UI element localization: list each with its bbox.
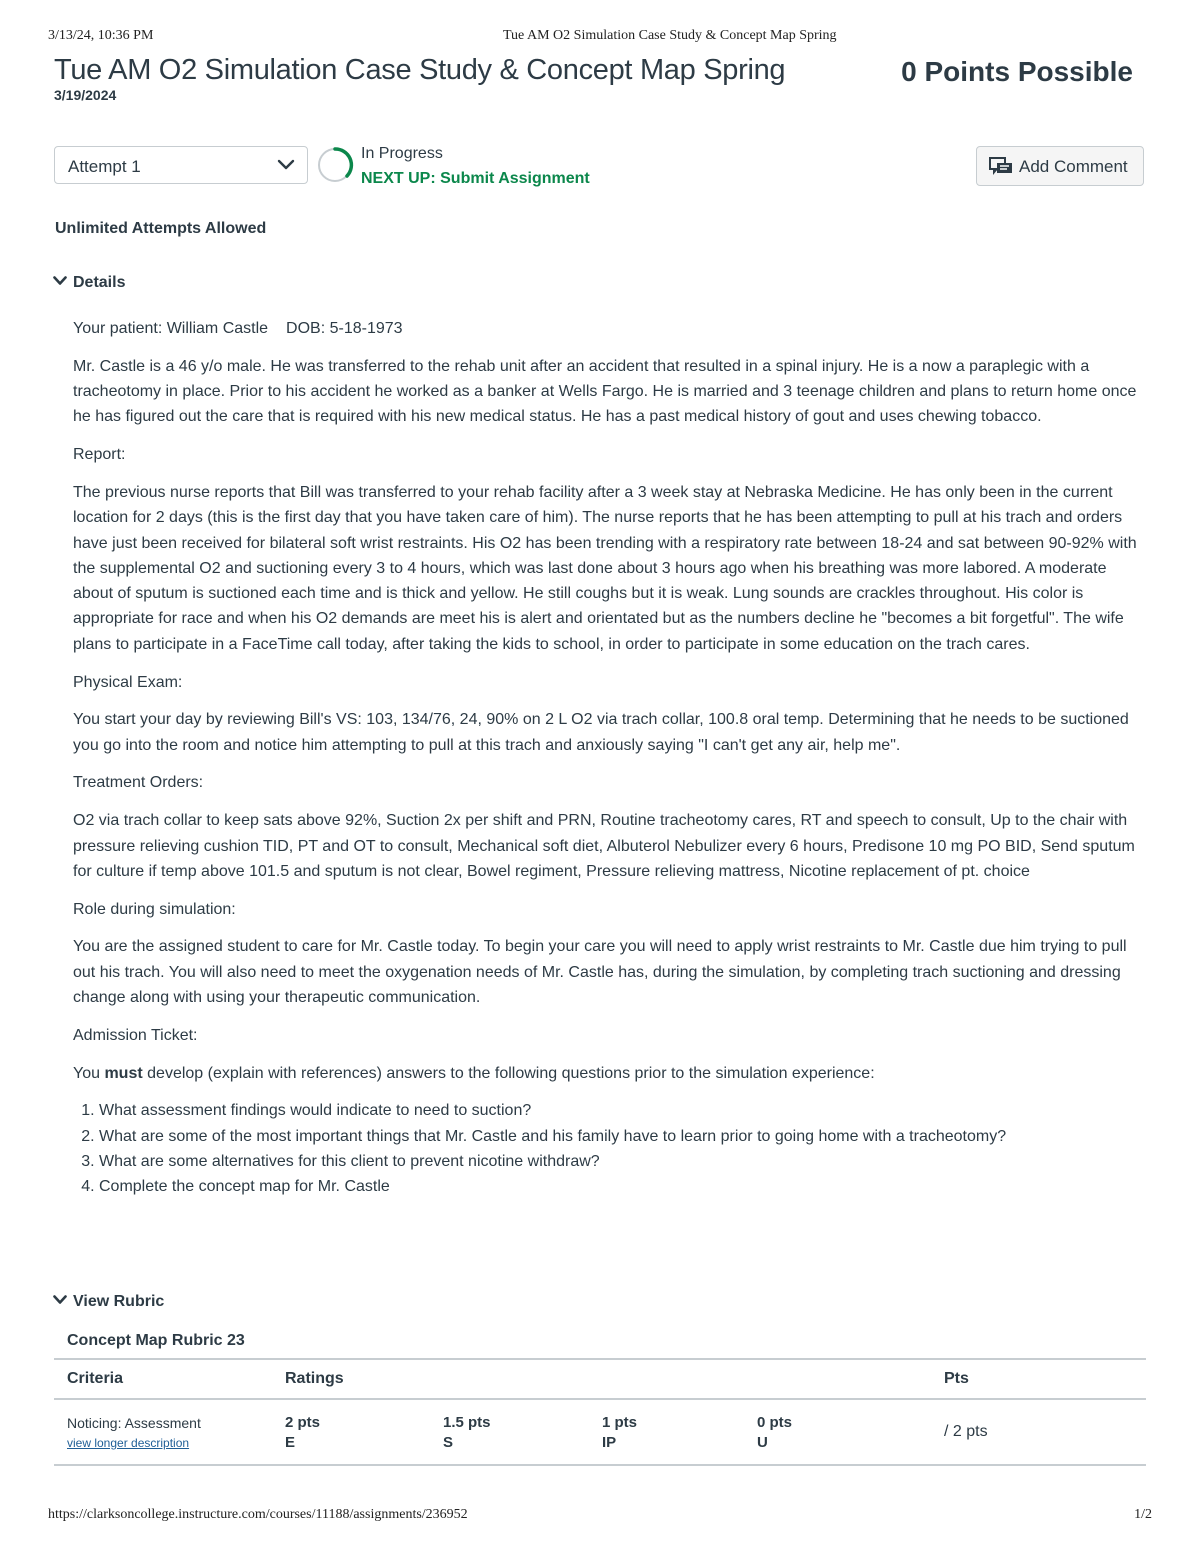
details-toggle-label: Details [73, 274, 126, 291]
patient-line [73, 316, 1147, 341]
pts-header: Pts [943, 1359, 1146, 1399]
print-header [48, 28, 1152, 48]
question-item: 2. What are some of the most important things that Mr. Castle and his family have to learn prior to going home with a tracheotomy? [99, 1124, 1147, 1149]
rating-points: 1.5 pts [443, 1413, 491, 1431]
attempt-select[interactable] [54, 146, 308, 184]
orders-paragraph: O2 via trach collar to keep sats above 92%, Suction 2x per shift and PRN, Routine tracheotomy cares, RT and speech to consult, Up to the chair with pressure relieving cushion TID, PT and OT to consult, Mechanical soft diet, Albuterol Nebulizer every 6 hours, Predisone 10 mg PO BID, Send sputum for culture if temp above 101.5 and sputum is not clear, Bowel regiment, Pressure relieving mattress, Nicotine replacement of pt. choice [73, 812, 1135, 880]
criterion-cell [54, 1399, 285, 1465]
ticket-bold: must [104, 1064, 143, 1082]
print-doc-title: Tue AM O2 Simulation Case Study & Concept Map Spring [503, 28, 837, 43]
view-rubric-label: View Rubric [73, 1293, 165, 1310]
page-title: Tue AM O2 Simulation Case Study & Concept Map Spring [54, 54, 786, 86]
exam-paragraph: You start your day by reviewing Bill's VS: 103, 134/76, 24, 90% on 2 L O2 via trach collar, 100.8 oral temp. Determining that he needs to be suctioned you go into the room and notice him attempting to pull at this trach and anxiously saying "I can't get any air, help me". [73, 711, 1129, 754]
question-item: 1. What assessment findings would indicate to need to suction? [99, 1098, 1147, 1123]
patient-name: Your patient: William Castle [73, 320, 269, 337]
print-url: https://clarksoncollege.instructure.com/courses/11188/assignments/236952 [48, 1507, 468, 1522]
print-datetime: 3/13/24, 10:36 PM [48, 28, 154, 43]
rating-points: 1 pts [602, 1413, 638, 1431]
score-cell: / 2 pts [943, 1399, 1146, 1465]
patient-dob: DOB: 5-18-1973 [286, 320, 403, 337]
report-paragraph: The previous nurse reports that Bill was transferred to your rehab facility after a 3 week stay at Nebraska Medicine. He has only been in the current location for 2 days (this is the first day that you have taken care of him). The nurse reports that he has been attempting to pull at his trach and orders have just been received for bilateral soft wrist restraints. His O2 has been trending with a respiratory rate between 18-24 and sat between 90-92% with the supplemental O2 and suctioning every 3 to 4 hours, which was last done about 3 hours ago when his breathing was more labored. A moderate about of sputum is suctioned each time and is thick and yellow. He still coughs but it is weak. Lung sounds are crackles throughout. His color is appropriate for race and when his O2 demands are meet his is alert and orientated but as the numbers decline he "becomes a bit forgetful". The wife plans to participate in a FaceTime call today, after taking the kids to school, in order to participate in some education on the trach cares. [73, 483, 1137, 653]
view-longer-description-link[interactable]: view longer description [67, 1435, 190, 1450]
ticket-pre: You [73, 1064, 100, 1082]
ratings-header: Ratings [285, 1359, 943, 1399]
points-possible: 0 Points Possible [901, 56, 1133, 87]
role-paragraph: You are the assigned student to care for Mr. Castle today. To begin your care you will need to apply wrist restraints to Mr. Castle due him trying to pull out his trach. You will also need to meet the oxygenation needs of Mr. Castle has, during the simulation, by completing trach suctioning and dressing change along with using your therapeutic communication. [73, 938, 1127, 1007]
chevron-down-icon [53, 1294, 67, 1306]
view-rubric-toggle[interactable] [53, 1293, 164, 1311]
question-item: 4. Complete the concept map for Mr. Castle [99, 1174, 1147, 1199]
due-date: 3/19/2024 [54, 87, 117, 103]
rating-cell [443, 1399, 602, 1465]
rating-description: E [285, 1433, 296, 1451]
orders-heading: Treatment Orders: [73, 774, 204, 792]
print-page-number: 1/2 [1134, 1507, 1152, 1522]
rating-cell [285, 1399, 443, 1465]
rubric-row [54, 1399, 1146, 1465]
rating-description: S [443, 1433, 454, 1451]
criterion-name: Noticing: Assessment [67, 1414, 201, 1431]
add-comment-button[interactable] [976, 146, 1144, 186]
rating-description: IP [602, 1433, 617, 1451]
rating-description: U [757, 1433, 768, 1451]
details-body [73, 316, 1147, 1200]
attempt-select-label: Attempt 1 [68, 157, 141, 176]
rubric-header-row [54, 1359, 1146, 1399]
rating-cell [757, 1399, 943, 1465]
rubric-title: Concept Map Rubric 23 [67, 1332, 245, 1349]
ticket-heading: Admission Ticket: [73, 1026, 198, 1044]
ticket-post: develop (explain with references) answers to the following questions prior to the simulation experience: [147, 1064, 875, 1082]
add-comment-label: Add Comment [1019, 157, 1128, 176]
rubric-table [54, 1358, 1146, 1466]
intro-paragraph: Mr. Castle is a 46 y/o male. He was transferred to the rehab unit after an accident that resulted in a spinal injury. He is a now a paraplegic with a tracheotomy in place. Prior to his accident he worked as a banker at Wells Fargo. He is married and 3 teenage children and plans to return home once he has figured out the care that is required with his new medical status. He has a past medical history of gout and uses chewing tobacco. [73, 357, 1137, 426]
details-toggle[interactable] [53, 274, 125, 292]
question-list [73, 1098, 1147, 1199]
print-footer [48, 1507, 1152, 1527]
status-text: In Progress [361, 145, 443, 162]
report-heading: Report: [73, 446, 126, 464]
exam-heading: Physical Exam: [73, 673, 183, 691]
criteria-header: Criteria [54, 1359, 285, 1399]
attempts-allowed: Unlimited Attempts Allowed [55, 220, 267, 237]
chevron-down-icon [53, 275, 67, 287]
question-item: 3. What are some alternatives for this client to prevent nicotine withdraw? [99, 1149, 1147, 1174]
comment-icon [989, 157, 1013, 177]
role-heading: Role during simulation: [73, 900, 236, 918]
next-up-link[interactable]: NEXT UP: Submit Assignment [361, 170, 590, 187]
rating-points: 0 pts [757, 1413, 793, 1431]
ticket-paragraph [73, 1061, 1147, 1086]
progress-ring-icon [316, 146, 354, 184]
rating-cell [602, 1399, 757, 1465]
chevron-down-icon [277, 158, 295, 172]
rating-points: 2 pts [285, 1413, 321, 1431]
